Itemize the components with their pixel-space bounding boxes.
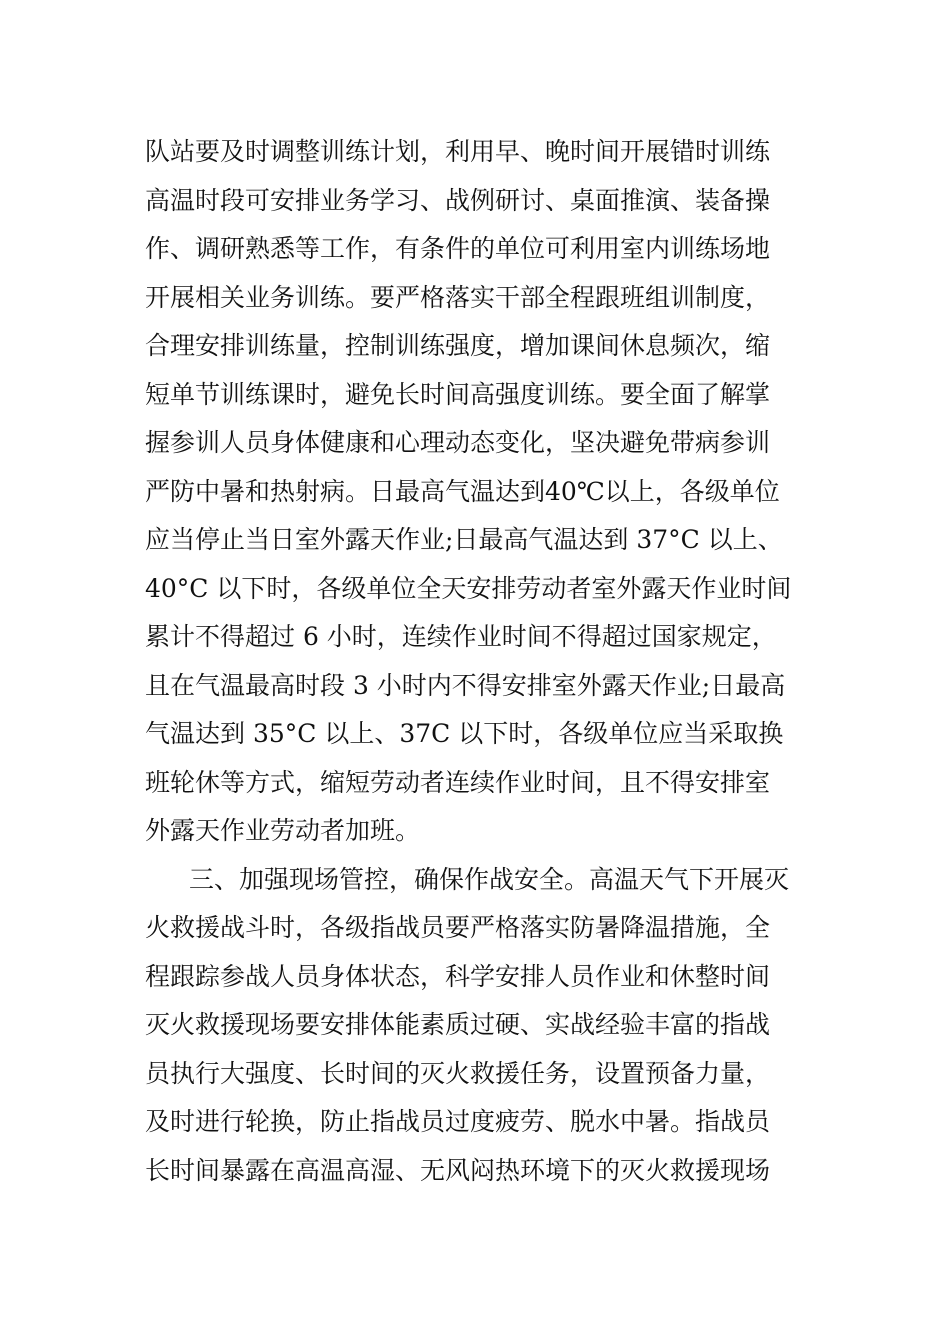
text-line: 长时间暴露在高温高湿、无风闷热环境下的灭火救援现场 [145,1155,771,1185]
text-line: 严防中暑和热射病。日最高气温达到40℃以上，各级单位 [145,476,780,506]
text-line: 40°C 以下时，各级单位全天安排劳动者室外露天作业时间 [145,573,792,603]
text-line: 累计不得超过 6 小时，连续作业时间不得超过国家规定， [145,622,777,651]
text-line: 班轮休等方式，缩短劳动者连续作业时间，且不得安排室 [145,767,771,797]
text-line: 合理安排训练量，控制训练强度，增加课间休息频次，缩 [145,331,771,360]
text-line: 队站要及时调整训练计划，利用早、晚时间开展错时训练 [145,137,771,166]
text-line: 及时进行轮换，防止指战员过度疲劳、脱水中暑。指战员 [145,1107,771,1136]
text-line: 员执行大强度、长时间的灭火救援任务，设置预备力量， [145,1058,771,1088]
body-text [145,128,825,1195]
text-line: 作、调研熟悉等工作，有条件的单位可利用室内训练场地 [145,234,771,263]
section-heading-line: 三、加强现场管控，确保作战安全。高温天气下开展灭 [189,864,790,894]
text-line: 程跟踪参战人员身体状态，科学安排人员作业和休整时间 [145,961,771,991]
text-line: 握参训人员身体健康和心理动态变化，坚决避免带病参训 [145,428,771,457]
text-line: 应当停止当日室外露天作业;日最高气温达到 37°C 以上、 [145,525,783,554]
text-line: 短单节训练课时，避免长时间高强度训练。要全面了解掌 [145,379,771,409]
text-line: 且在气温最高时段 3 小时内不得安排室外露天作业;日最高 [145,670,786,700]
text-line: 气温达到 35°C 以上、37C 以下时，各级单位应当采取换 [145,719,784,748]
text-line: 外露天作业劳动者加班。 [145,816,421,845]
text-line: 灭火救援现场要安排体能素质过硬、实战经验丰富的指战 [145,1010,771,1039]
text-line: 火救援战斗时，各级指战员要严格落实防暑降温措施，全 [145,913,771,942]
text-line: 高温时段可安排业务学习、战例研讨、桌面推演、装备操 [145,185,771,215]
text-line: 开展相关业务训练。要严格落实干部全程跟班组训制度， [145,282,771,312]
